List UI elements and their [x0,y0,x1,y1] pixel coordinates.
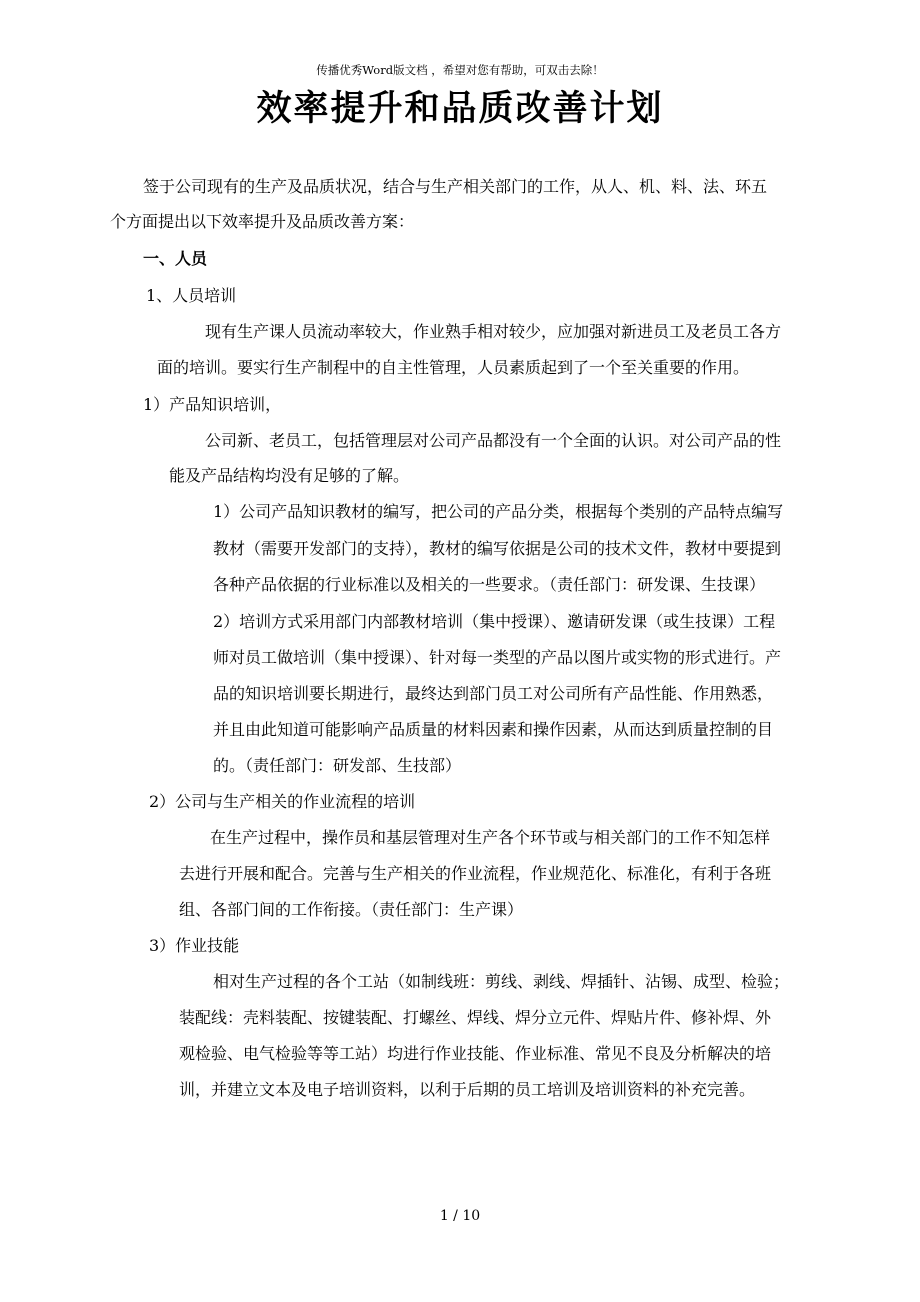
item-heading-skills: 3）作业技能 [149,936,240,955]
workflow-para-line-2: 去进行开展和配合。完善与生产相关的作业流程，作业规范化、标准化，有利于各班 [179,864,772,883]
item-heading-product-knowledge: 1）产品知识培训， [143,395,282,414]
section-heading-personnel: 一、人员 [143,249,208,268]
product-knowledge-sub1-line-3: 各种产品依据的行业标准以及相关的一些要求。（责任部门：研发课、生技课） [213,575,766,594]
workflow-para-line-3: 组、各部门间的工作衔接。（责任部门：生产课） [179,900,524,919]
product-knowledge-sub2-line-1: 2）培训方式采用部门内部教材培训（集中授课）、邀请研发课（或生技课）工程 [213,612,776,631]
header-note: 传播优秀Word版文档 ，希望对您有帮助，可双击去除！ [316,63,604,77]
product-knowledge-sub2-line-5: 的。（责任部门：研发部、生技部） [213,756,462,775]
skills-para-line-1: 相对生产过程的各个工站（如制线班：剪线、剥线、焊插针、沾锡、成型、检验； [213,972,790,991]
product-knowledge-para-line-1: 公司新、老员工，包括管理层对公司产品都没有一个全面的认识。对公司产品的性 [205,431,782,450]
product-knowledge-sub2-line-2: 师对员工做培训（集中授课）、针对每一类型的产品以图片或实物的形式进行。产 [213,648,782,667]
skills-para-line-3: 观检验、电气检验等等工站）均进行作业技能、作业标准、常见不良及分析解决的培 [179,1044,772,1063]
product-knowledge-sub1-line-1: 1）公司产品知识教材的编写，把公司的产品分类，根据每个类别的产品特点编写 [213,502,784,521]
item-heading-workflow: 2）公司与生产相关的作业流程的培训 [149,792,416,811]
training-para-line-1: 现有生产课人员流动率较大，作业熟手相对较少，应加强对新进员工及老员工各方 [205,322,782,341]
skills-para-line-4: 训，并建立文本及电子培训资料，以利于后期的员工培训及培训资料的补充完善。 [179,1080,756,1099]
skills-para-line-2: 装配线：壳料装配、按键装配、打螺丝、焊线、焊分立元件、焊贴片件、修补焊、外 [179,1008,772,1027]
intro-line-2: 个方面提出以下效率提升及品质改善方案： [110,212,415,231]
training-para-line-2: 面的培训。要实行生产制程中的自主性管理，人员素质起到了一个至关重要的作用。 [157,358,750,377]
intro-line-1: 签于公司现有的生产及品质状况，结合与生产相关部门的工作，从人、机、料、法、环五 [143,177,768,196]
product-knowledge-sub2-line-3: 品的知识培训要长期进行，最终达到部门员工对公司所有产品性能、作用熟悉， [213,684,774,703]
document-title: 效率提升和品质改善计划 [256,88,664,129]
product-knowledge-sub2-line-4: 并且由此知道可能影响产品质量的材料因素和操作因素，从而达到质量控制的目 [213,720,774,739]
product-knowledge-para-line-2: 能及产品结构均没有足够的了解。 [169,466,410,485]
page-number: 1 / 10 [439,1208,481,1224]
subsection-heading-training: 1、人员培训 [146,286,237,305]
workflow-para-line-1: 在生产过程中，操作员和基层管理对生产各个环节或与相关部门的工作不知怎样 [210,828,771,847]
product-knowledge-sub1-line-2: 教材（需要开发部门的支持），教材的编写依据是公司的技术文件，教材中要提到 [213,539,782,558]
